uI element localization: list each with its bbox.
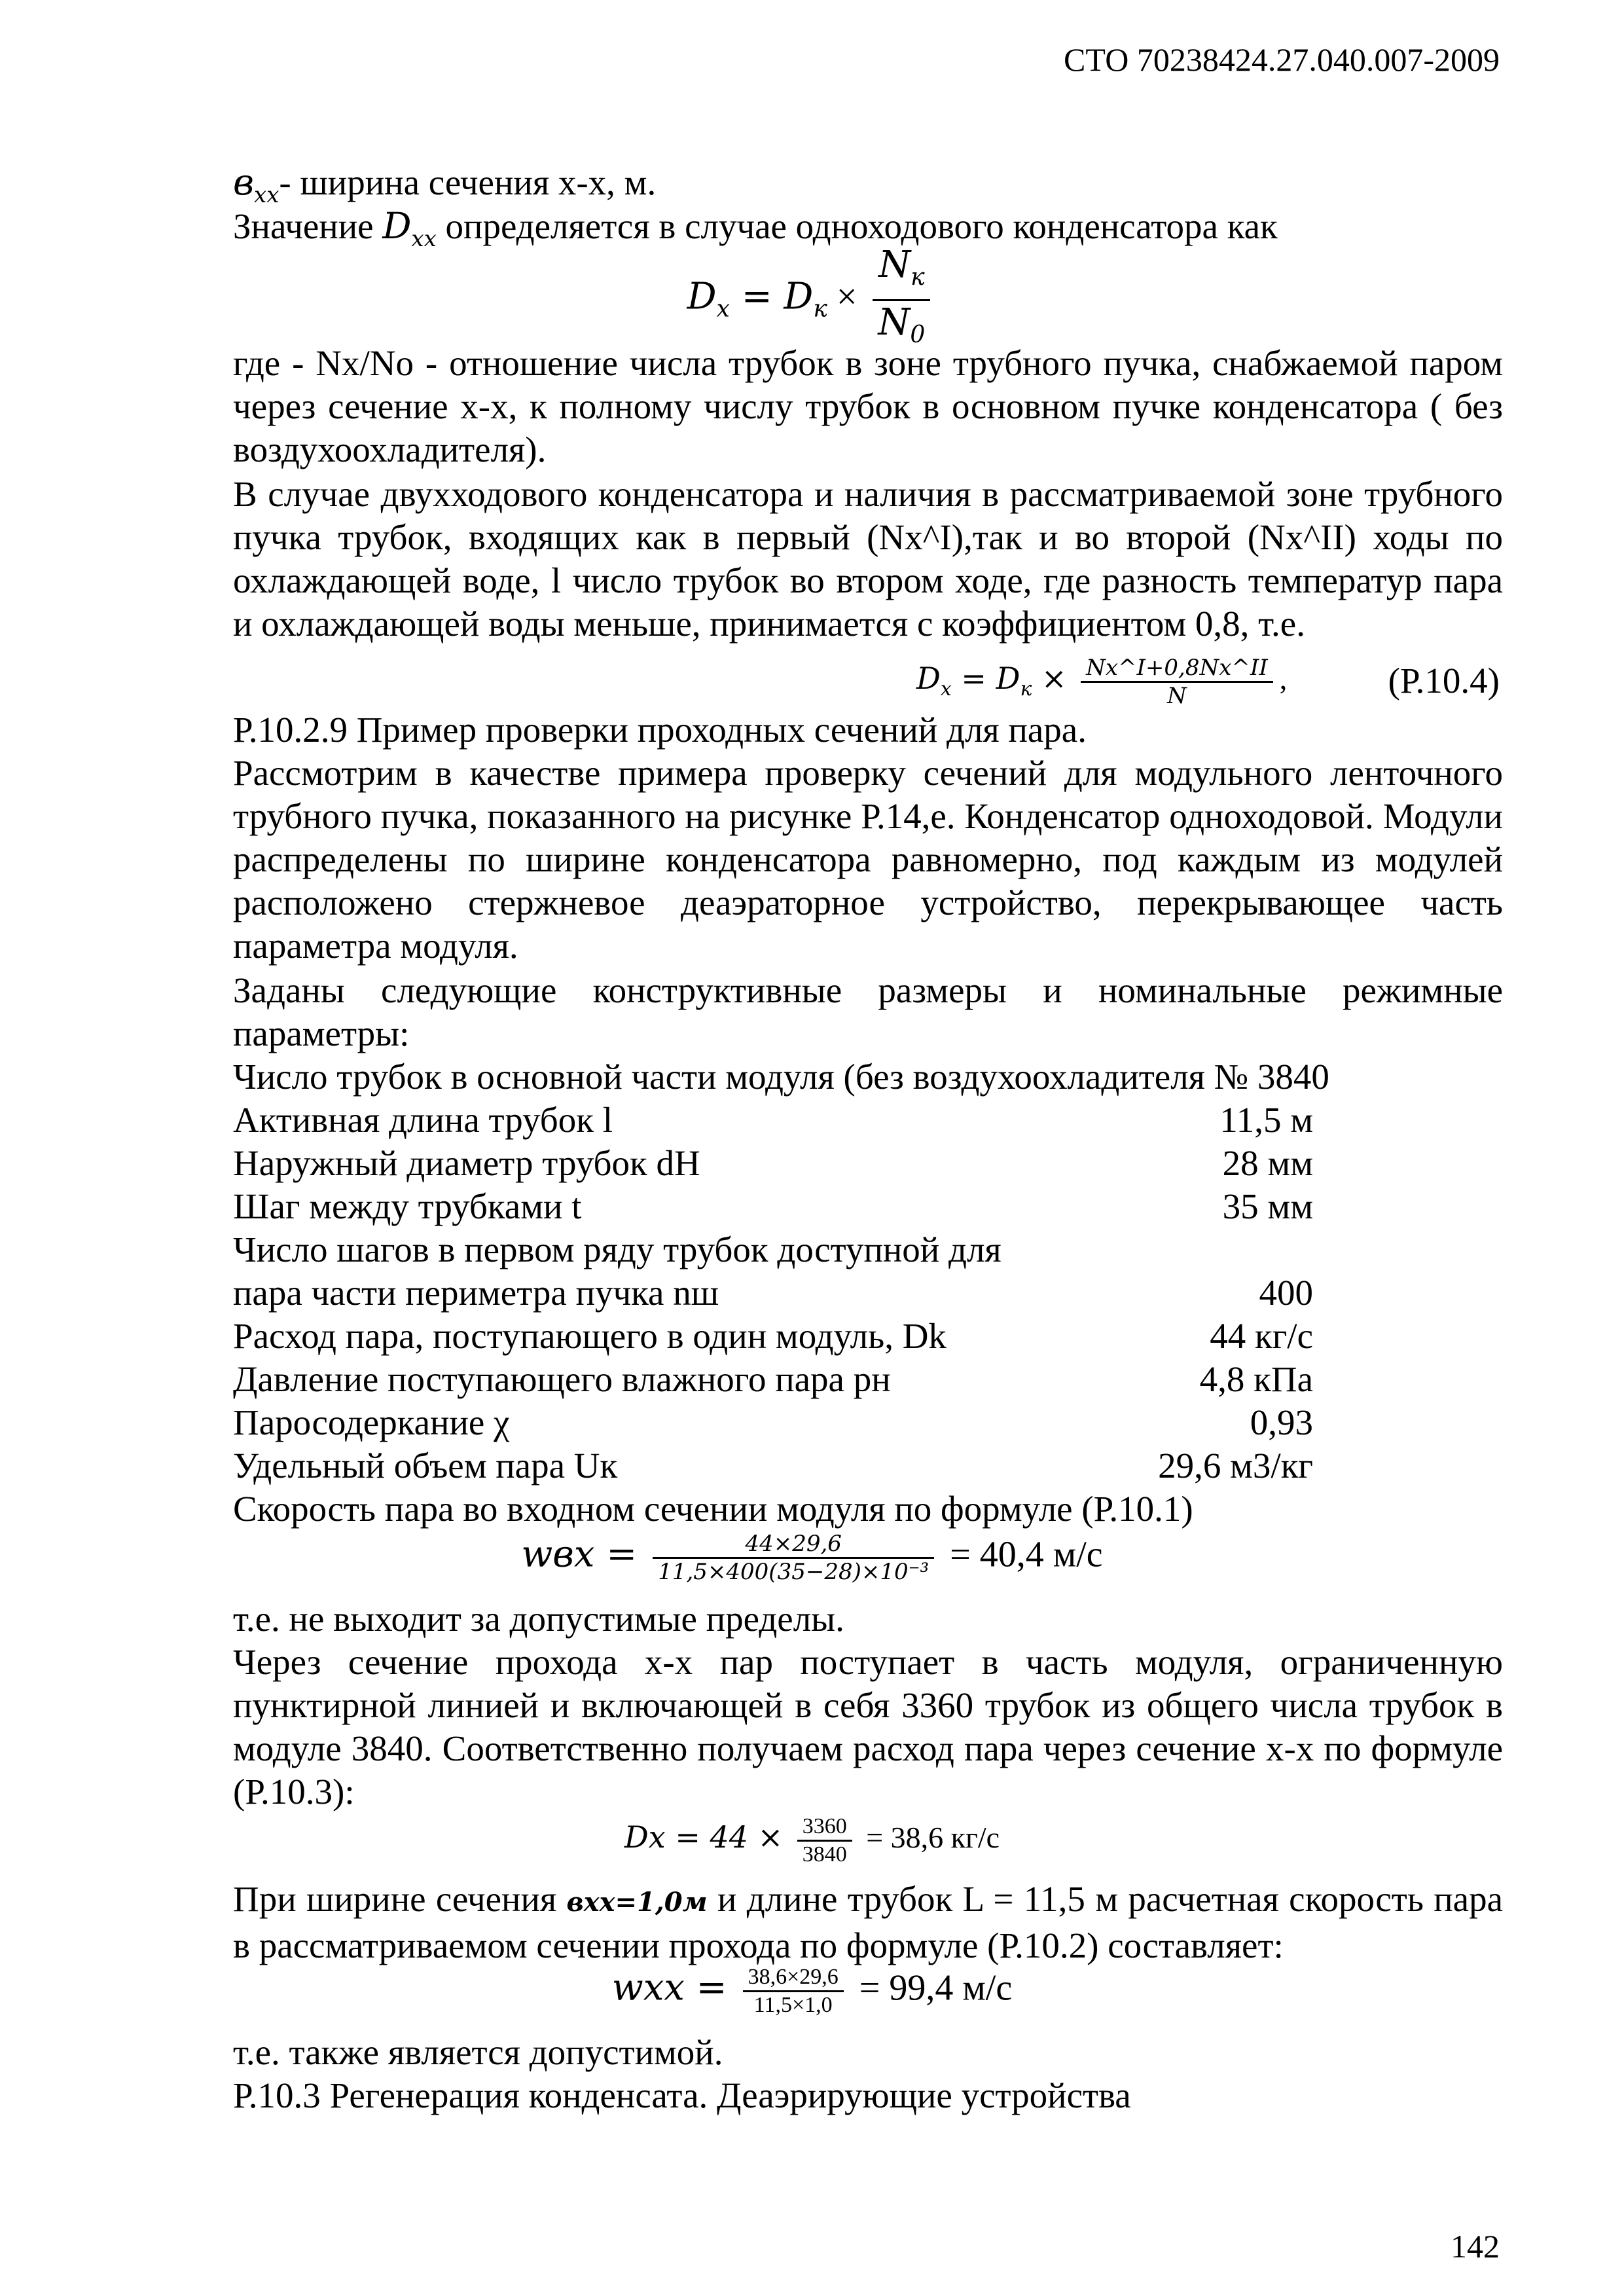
- eq2-denominator: N: [1167, 683, 1187, 709]
- eq1-lhs-sub: x: [716, 295, 730, 323]
- symbol-b-subscript: xx: [254, 182, 280, 208]
- eq5-lhs: wxx =: [611, 1966, 727, 2009]
- paragraph-dxx-text-a: Значение: [233, 206, 383, 246]
- paragraph-width-text-a: При ширине сечения: [233, 1879, 567, 1919]
- param-value: 28 мм: [1222, 1143, 1313, 1183]
- eq1-times: ×: [827, 276, 867, 318]
- param-label: Наружный диаметр трубок dH: [233, 1143, 700, 1183]
- eq5-numerator: 38,6×29,6: [743, 1964, 844, 1992]
- equation-w-inlet: [0, 1531, 1624, 1585]
- eq4-fraction: [797, 1813, 852, 1868]
- equation-dx-two-pass: $D_x = D_к$ × $\frac{Nx\^{}I+0,8Nx\^{}II}{N}$ ,: [916, 655, 1288, 709]
- eq2-fraction: [1081, 655, 1273, 709]
- paragraph-example: Рассмотрим в качестве примера проверку сечений для модульного ленточного трубного пучка, показанного на рисунке Р.14,е. Конденсатор одноходовой. Модули распределены по ширине конденсатора равномерно, под каждым из модулей расположено стержневое деаэраторное устройство, перекрывающее часть параметра модуля.: [233, 753, 1503, 966]
- conclusion-2: т.е. также является допустимой.: [233, 2032, 723, 2072]
- param-label: Расход пара, поступающего в один модуль, Dk: [233, 1316, 947, 1356]
- param-value: 29,6 м3/кг: [1158, 1446, 1313, 1485]
- eq3-rhs: = 40,4 м/с: [950, 1534, 1103, 1575]
- eq1-fraction: [873, 244, 930, 357]
- symbol-bxx: вxx=1,0м: [566, 1887, 708, 1918]
- paragraph-given: Заданы следующие конструктивные размеры и номинальные режимные параметры:: [233, 970, 1503, 1053]
- eq4-numerator: 3360: [797, 1813, 852, 1842]
- symbol-d-subscript: xx: [411, 226, 437, 252]
- eq3-numerator: 44×29,6: [653, 1531, 934, 1559]
- eq1-numerator: $N_к$: [873, 244, 930, 301]
- eq4-lhs: Dx = 44 ×: [624, 1819, 784, 1855]
- param-value: 35 мм: [1222, 1186, 1313, 1226]
- paragraph-through: Через сечение прохода х-х пар поступает в часть модуля, ограниченную пунктирной линией и включающей в себя 3360 трубок из общего числа трубок в модуле 3840. Соответственно получаем расход пара через сечение х-х по формуле (Р.10.3):: [233, 1642, 1503, 1812]
- eq3-denominator: 11,5×400(35−28)×10⁻³: [658, 1559, 929, 1585]
- definition-text: - ширина сечения x-x, м.: [279, 162, 657, 202]
- param-value: 0,93: [1250, 1402, 1313, 1442]
- paragraph-dxx-text-b: определяется в случае одноходового конденсатора как: [436, 206, 1278, 246]
- section-r103: Р.10.3 Регенерация конденсата. Деаэрирующие устройства: [233, 2075, 1131, 2115]
- eq4-denominator: 3840: [802, 1842, 847, 1867]
- conclusion-1: т.е. не выходит за допустимые пределы.: [233, 1599, 844, 1639]
- param-label: Паросодеркание χ: [233, 1402, 510, 1442]
- param-label: пара части периметра пучка nш: [233, 1273, 719, 1313]
- param-label: Число трубок в основной части модуля (без воздухоохладителя № 3840: [233, 1057, 1329, 1097]
- equation-dx-example: [0, 1813, 1624, 1868]
- param-label: Активная длина трубок l: [233, 1100, 613, 1140]
- eq5-fraction: [743, 1964, 844, 2018]
- param-label: Удельный объем пара Uк: [233, 1446, 618, 1485]
- eq1-denominator: $N_0$: [878, 301, 926, 349]
- paragraph-width: [233, 1878, 1503, 1967]
- speed-line: Скорость пара во входном сечении модуля по формуле (Р.10.1): [233, 1489, 1193, 1529]
- paragraph-width-text-b: и длине трубок L = 11,5 м расчетная скорость пара в рассматриваемом сечении прохода по формуле (Р.10.2) составляет:: [233, 1879, 1503, 1965]
- param-value: 4,8 кПа: [1199, 1359, 1313, 1399]
- param-label: Давление поступающего влажного пара pн: [233, 1359, 891, 1399]
- eq3-lhs: wвх =: [521, 1533, 638, 1576]
- param-label: Шаг между трубками t: [233, 1186, 582, 1226]
- equation-wxx: [0, 1964, 1624, 2018]
- document-header: СТО 70238424.27.040.007-2009: [1064, 41, 1500, 78]
- eq3-fraction: [653, 1531, 934, 1585]
- param-value: 44 кг/с: [1210, 1316, 1313, 1356]
- eq5-rhs: = 99,4 м/с: [859, 1967, 1013, 2009]
- param-value: 11,5 м: [1219, 1100, 1313, 1140]
- paragraph-two-pass: В случае двухходового конденсатора и наличия в рассматриваемой зоне трубного пучка трубок, входящих как в первый (Nx^I),так и во второй (Nx^II) ходы по охлаждающей воде, l число трубок во втором ходе, где разность температур пара и охлаждающей воды меньше, принимается с коэффициентом 0,8, т.е.: [233, 474, 1503, 644]
- eq1-lhs: D: [687, 275, 717, 318]
- eq2-numerator: Nx^I+0,8Nx^II: [1081, 655, 1273, 683]
- eq1-mid-sub: к: [813, 295, 827, 323]
- equation-dx: [0, 244, 1624, 357]
- page-number: 142: [1451, 2228, 1500, 2265]
- eq1-mid: = D: [729, 275, 814, 318]
- param-value: 400: [1259, 1273, 1313, 1313]
- param-label: Число шагов в первом ряду трубок доступной для: [233, 1230, 1001, 1269]
- paragraph-where: где - Nx/No - отношение числа трубок в зоне трубного пучка, снабжаемой паром через сечение x-x, к полному числу трубок в основном пучке конденсатора ( без воздухоохладителя).: [233, 343, 1503, 469]
- eq5-denominator: 11,5×1,0: [753, 1993, 833, 2017]
- eq4-rhs: = 38,6 кг/с: [866, 1821, 1000, 1855]
- symbol-d: D: [382, 205, 412, 247]
- section-r1029: Р.10.2.9 Пример проверки проходных сечений для пара.: [233, 710, 1087, 750]
- symbol-b: в: [233, 161, 255, 203]
- eq2-lhs: $D_x = D_к$ ×: [916, 661, 1067, 701]
- equation-label-r104: (Р.10.4): [1388, 661, 1500, 701]
